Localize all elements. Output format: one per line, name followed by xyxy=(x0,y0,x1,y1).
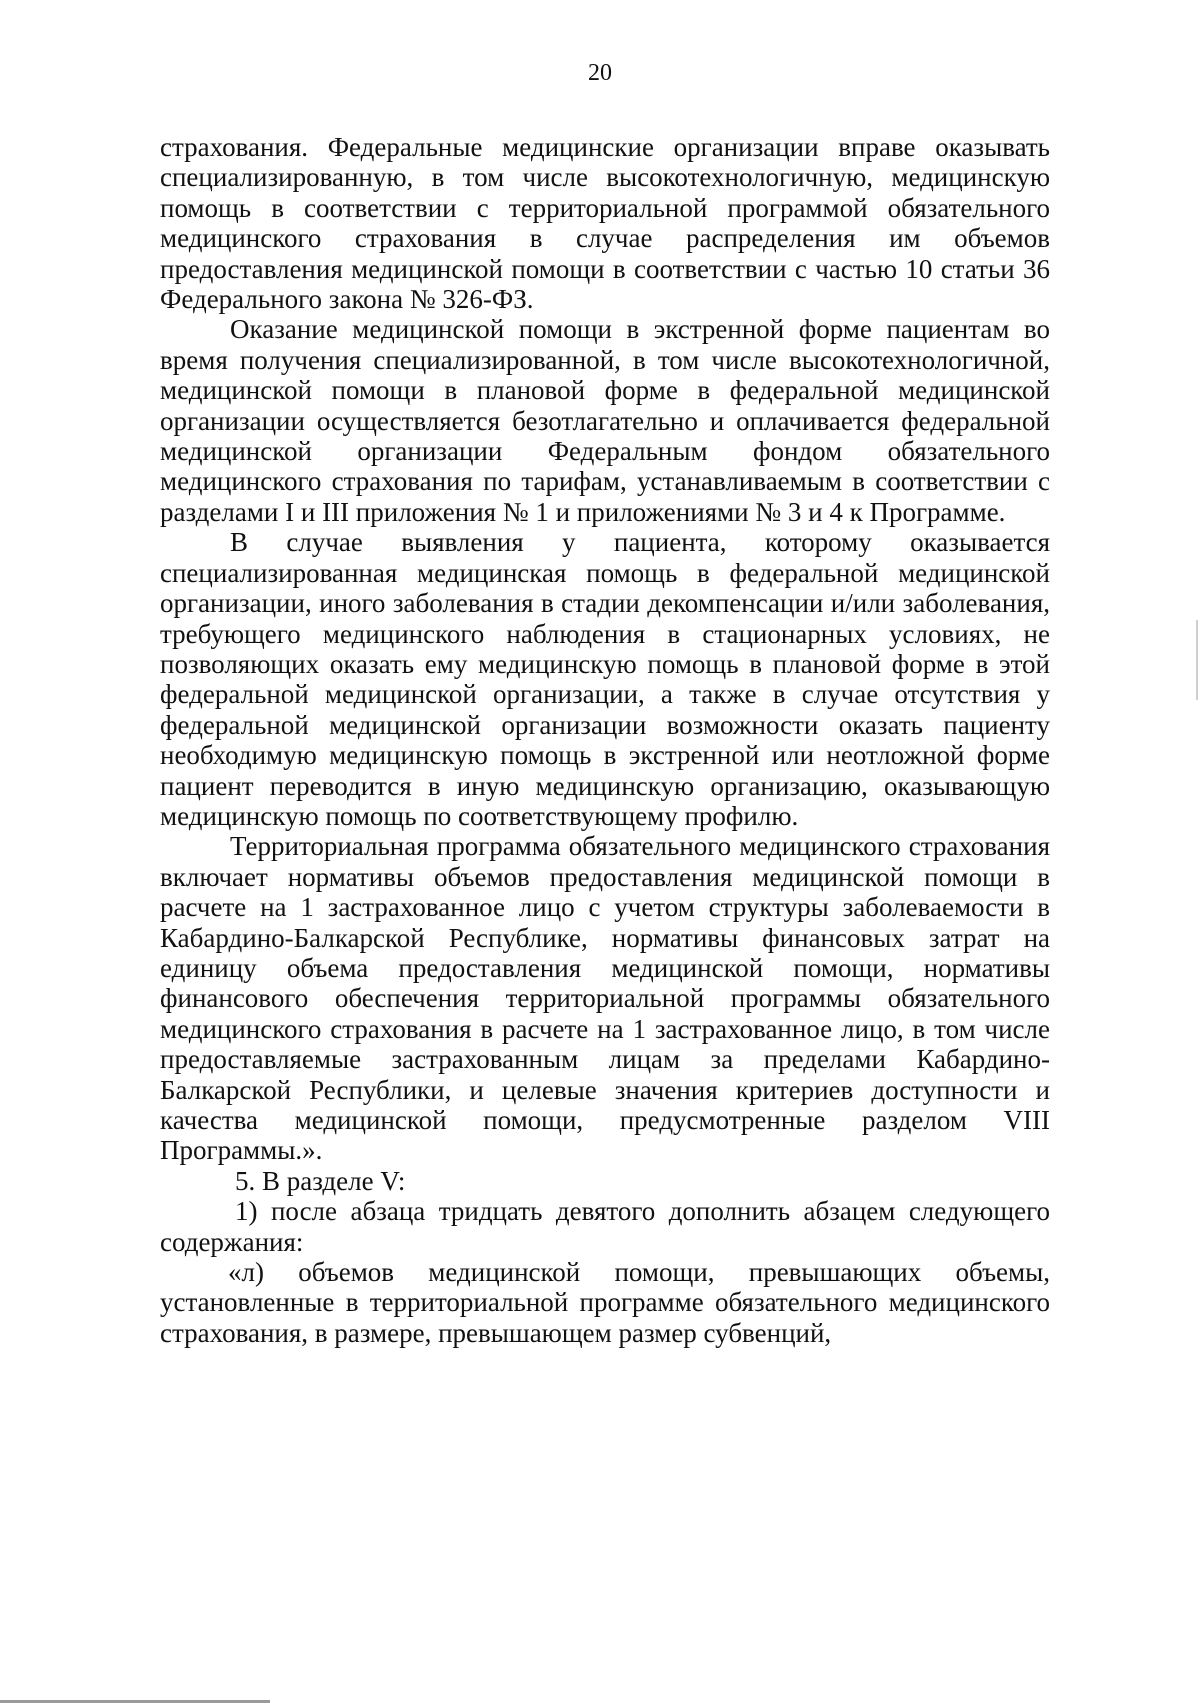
paragraph-amendment-text: «л) объемов медицинской помощи, превышающих объемы, установленные в территориальной программе обязательного медицинского страхования, в размере, превышающем размер субвенций, xyxy=(160,1257,1050,1348)
document-body xyxy=(160,132,1050,1348)
paragraph-section-heading: 5. В разделе V: xyxy=(235,1165,406,1196)
paragraph-emergency-care: Оказание медицинской помощи в экстренной форме пациентам во время получения специализированной, в том числе высокотехнологичной, медицинской помощи в плановой форме в федеральной медицинской организации осуществляется безотлагательно и оплачивается федеральной медицинской организации Федеральным фондом обязательного медицинского страхования по тарифам, устанавливаемым в соответствии с разделами I и III приложения № 1 и приложениями № 3 и 4 к Программе. xyxy=(160,314,1050,527)
paragraph-territorial-program: Территориальная программа обязательного медицинского страхования включает нормативы объемов предоставления медицинской помощи в расчете на 1 застрахованное лицо с учетом структуры заболеваемости в Кабардино-Балкарской Республике, нормативы финансовых затрат на единицу объема предоставления медицинской помощи, нормативы финансового обеспечения территориальной программы обязательного медицинского страхования в расчете на 1 застрахованное лицо, в том числе предоставляемые застрахованным лицам за пределами Кабардино-Балкарской Республики, и целевые значения критериев доступности и качества медицинской помощи, предусмотренные разделом VIII Программы.». xyxy=(160,831,1050,1166)
paragraph-patient-transfer: В случае выявления у пациента, которому оказывается специализированная медицинская помощь в федеральной медицинской организации, иного заболевания в стадии декомпенсации и/или заболевания, требующего медицинского наблюдения в стационарных условиях, не позволяющих оказать ему медицинскую помощь в плановой форме в этой федеральной медицинской организации, а также в случае отсутствия у федеральной медицинской организации возможности оказать пациенту необходимую медицинскую помощь в экстренной или неотложной форме пациент переводится в иную медицинскую организацию, оказывающую медицинскую помощь по соответствующему профилю. xyxy=(160,527,1050,831)
paragraph-continuation: страхования. Федеральные медицинские организации вправе оказывать специализированную, в том числе высокотехнологичную, медицинскую помощь в соответствии с территориальной программой обязательного медицинского страхования в случае распределения им объемов предоставления медицинской помощи в соответствии с частью 10 статьи 36 Федерального закона № 326-ФЗ. xyxy=(160,132,1050,315)
scan-mark xyxy=(1196,620,1198,700)
page-number: 20 xyxy=(588,60,612,86)
paragraph-amendment-item: 1) после абзаца тридцать девятого дополнить абзацем следующего содержания: xyxy=(160,1196,1050,1257)
